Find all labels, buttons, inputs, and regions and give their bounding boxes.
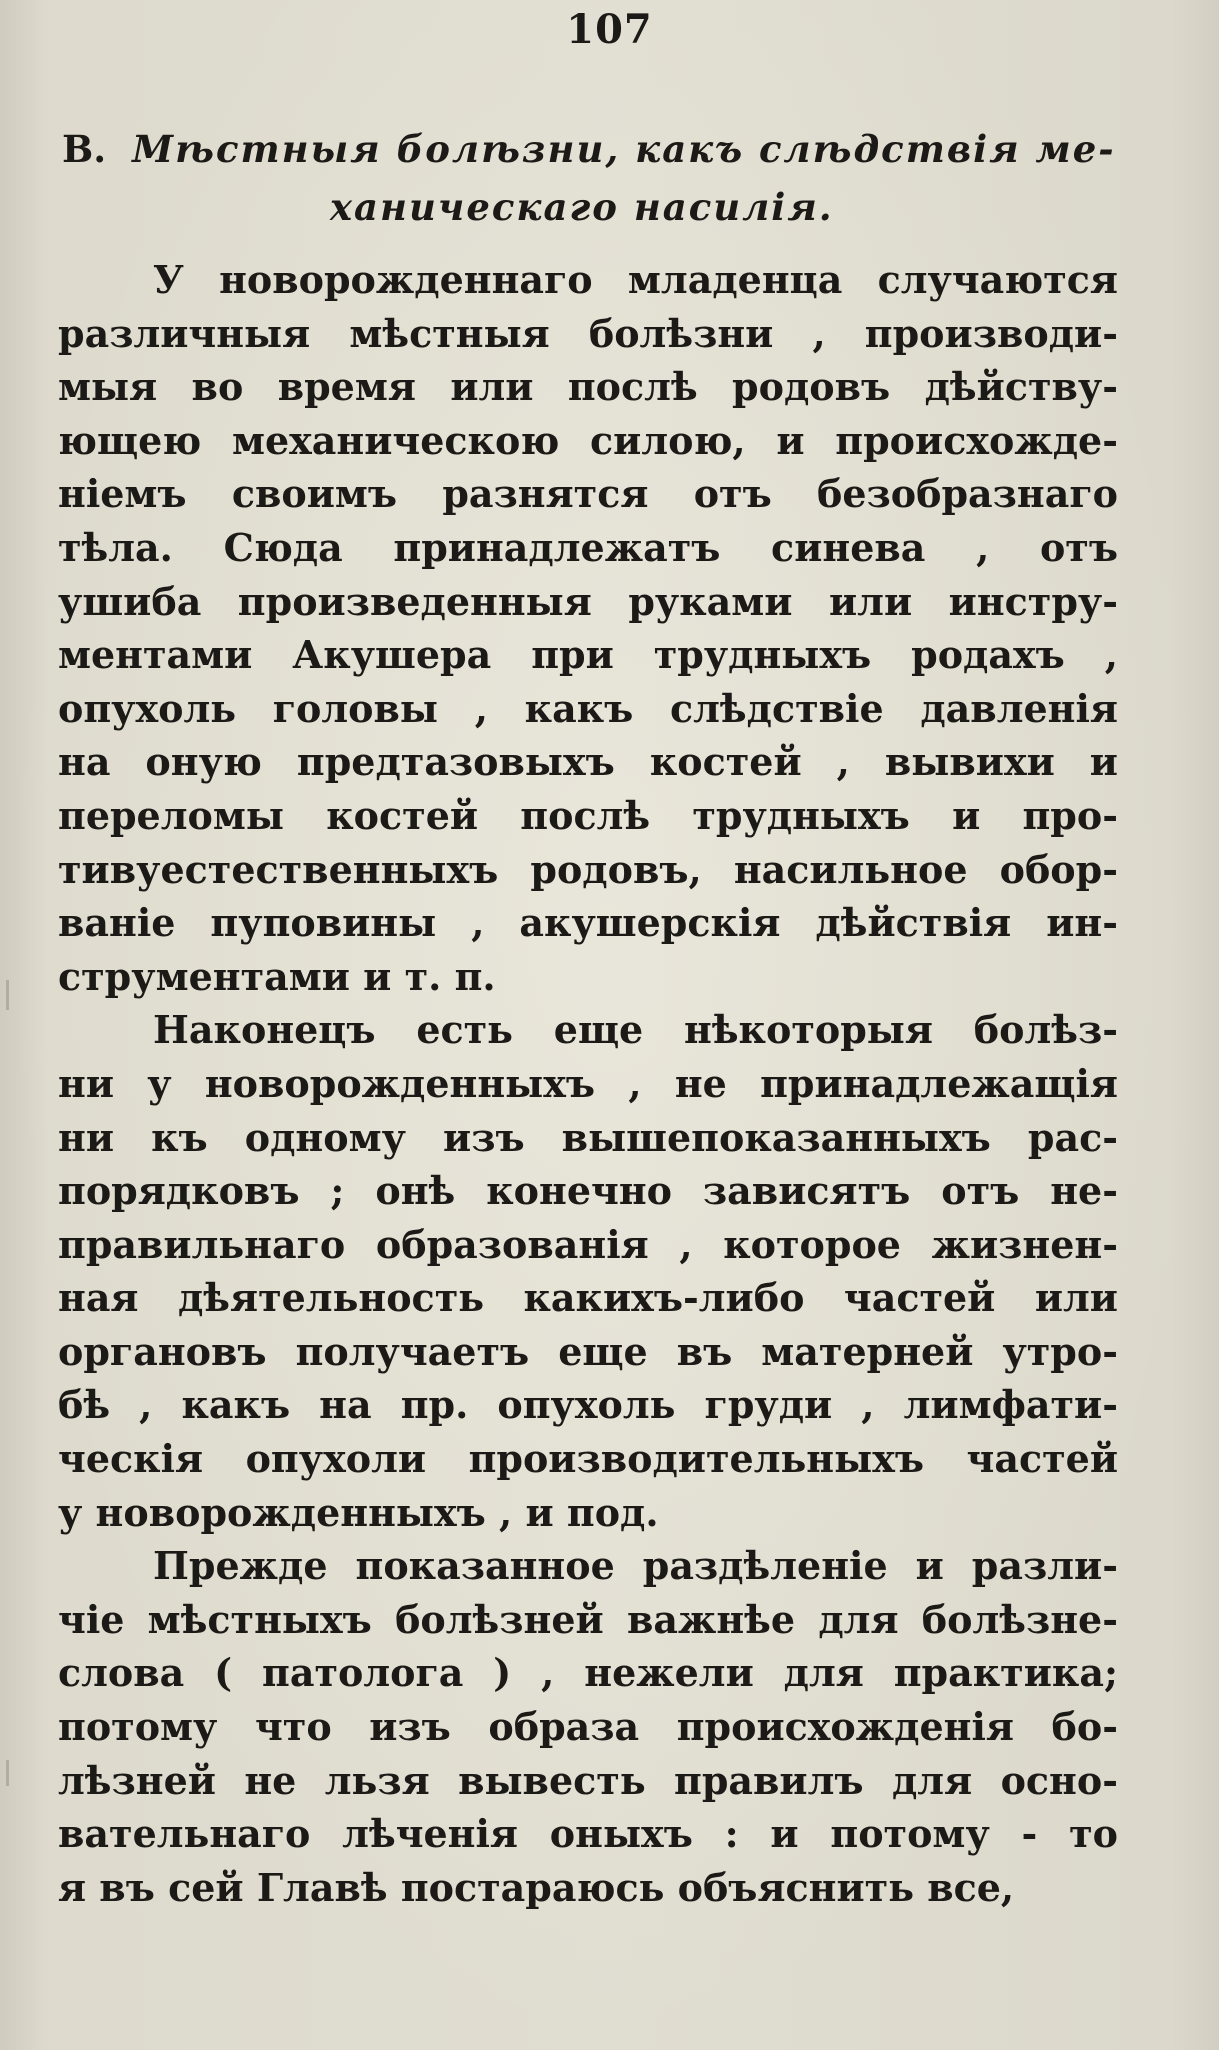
text-line: тѣла. Сюда принадлежатъ синева , отъ	[58, 524, 1118, 570]
text-line: органовъ получаетъ еще въ матерней утро-	[58, 1328, 1118, 1374]
text-line: чіе мѣстныхъ болѣзней важнѣе для болѣзне-	[58, 1596, 1118, 1642]
text-line: ушиба произведенныя руками или инстру-	[58, 578, 1118, 624]
text-line: Наконецъ есть еще нѣкоторыя болѣз-	[153, 1007, 1118, 1053]
paragraph	[58, 253, 1118, 1003]
text-line: на оную предтазовыхъ костей , вывихи и	[58, 739, 1118, 785]
text-line: потому что изъ образа происхожденія бо-	[58, 1704, 1118, 1750]
page-number: 107	[566, 6, 653, 53]
text-line: ческія опухоли производительныхъ частей	[58, 1436, 1118, 1482]
page-edge-mark	[6, 980, 9, 1010]
body-text	[58, 253, 1118, 1914]
paragraph	[58, 1539, 1118, 1914]
text-line: струментами и т. п.	[58, 953, 496, 999]
section-title-line-2: ханическаго насилія.	[330, 185, 834, 229]
text-line: переломы костей послѣ трудныхъ и про-	[58, 792, 1118, 838]
text-line: ментами Акушера при трудныхъ родахъ ,	[58, 632, 1118, 678]
paragraph	[58, 1003, 1118, 1539]
text-line: ни у новорожденныхъ , не принадлежащія	[58, 1060, 1118, 1106]
text-line: У новорожденнаго младенца случаются	[153, 257, 1118, 302]
text-line: ющею механическою силою, и происхожде-	[58, 417, 1118, 463]
text-line: тивуестественныхъ родовъ, насильное обор-	[58, 846, 1118, 892]
text-line: лѣзней не льзя вывесть правилъ для осно-	[58, 1757, 1118, 1803]
text-line: Прежде показанное раздѣленіе и разли-	[153, 1543, 1118, 1589]
text-line: ная дѣятельность какихъ-либо частей или	[58, 1275, 1118, 1321]
text-line: мыя во время или послѣ родовъ дѣйству-	[58, 364, 1118, 410]
text-line: правильнаго образованія , которое жизнен-	[58, 1221, 1118, 1267]
text-line: различныя мѣстныя болѣзни , производи-	[58, 310, 1118, 356]
text-line: порядковъ ; онѣ конечно зависятъ отъ не-	[58, 1168, 1118, 1214]
text-line: ни къ одному изъ вышепоказанныхъ рас-	[58, 1114, 1118, 1160]
section-label: В.	[62, 127, 107, 171]
page-edge-mark	[6, 1760, 9, 1786]
text-line: ніемъ своимъ разнятся отъ безобразнаго	[58, 471, 1118, 517]
text-line: бѣ , какъ на пр. опухоль груди , лимфати-	[58, 1382, 1118, 1428]
section-heading	[62, 120, 1122, 236]
text-line: опухоль головы , какъ слѣдствіе давленія	[58, 685, 1118, 731]
text-line: вательнаго лѣченія оныхъ : и потому - то	[58, 1811, 1118, 1857]
text-line: слова ( патолога ) , нежели для практика;	[58, 1650, 1118, 1696]
section-title-line-1: Мѣстныя болѣзни, какъ слѣдствія ме-	[132, 127, 1116, 171]
text-line: ваніе пуповины , акушерскія дѣйствія ин-	[58, 900, 1118, 946]
text-line: я въ сей Главѣ постараюсь объяснить все,	[58, 1864, 1015, 1910]
text-line: у новорожденныхъ , и под.	[58, 1489, 659, 1535]
